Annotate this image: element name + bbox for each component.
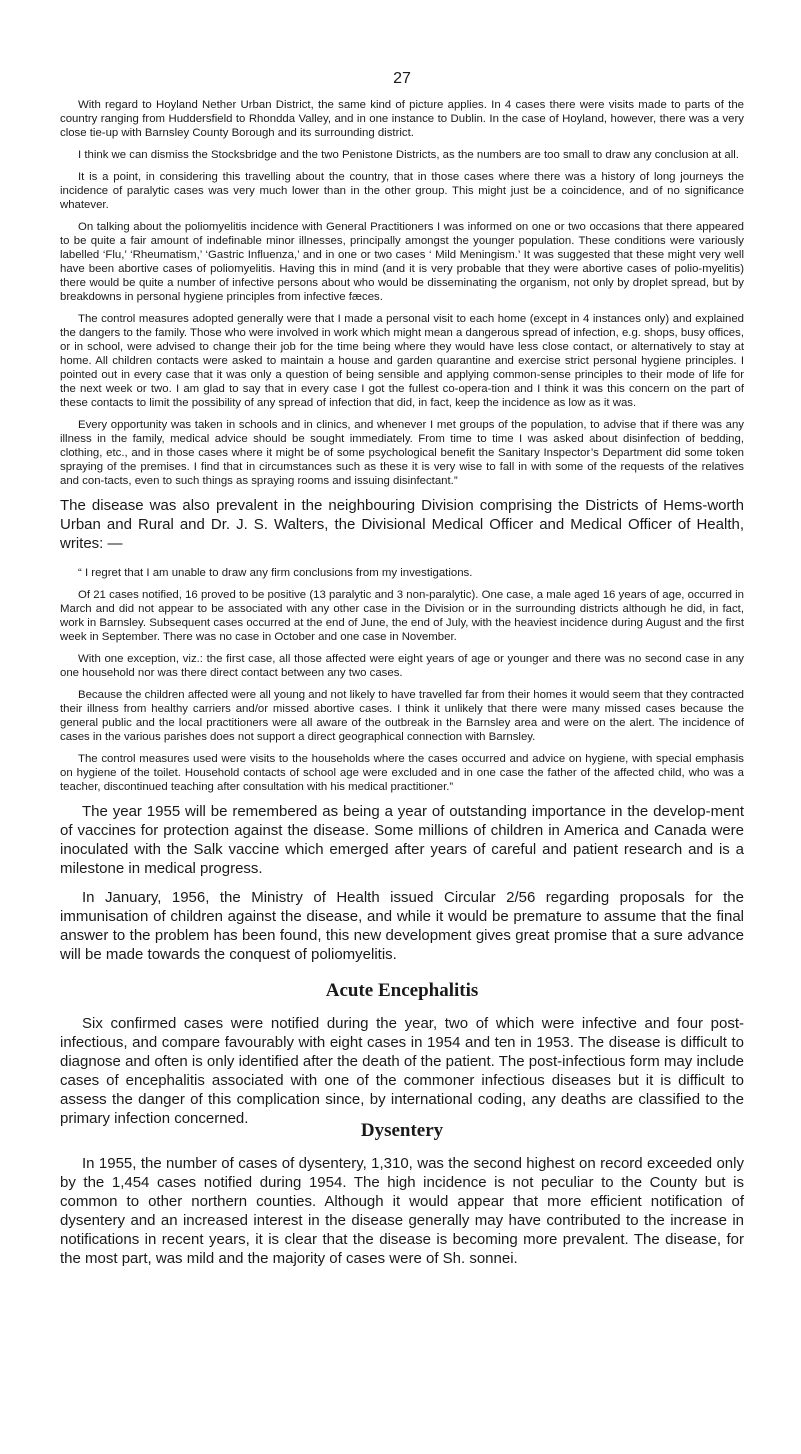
dysentery-paragraph: In 1955, the number of cases of dysentery, 1,310, was the second highest on record exceeded only by the 1,454 cases notified during 1954. The high incidence is not peculiar to the County but is common to other northern counties. Although it would appear that more efficient notification of dysentery and an increased interest in the disease generally may have contributed to the increase in notifications in recent years, it is clear that the disease is becoming more prevalent. The disease, for the most part, was mild and the majority of cases were of Sh. sonnei. <box>60 1155 744 1267</box>
report-body-upper <box>60 98 744 563</box>
paragraph: Every opportunity was taken in schools and in clinics, and whenever I met groups of the population, to advise that if there was any illness in the family, medical advice should be sought immediately. From time to time I was asked about disinfection of bedding, clothing, etc., and in those cases where it might be of some psychological benefit the Sanitary Inspector’s Department did some token spraying of the premises. I find that in circumstances such as these it is very wise to fall in with some of the requests of the relatives and con-tacts, even to such things as spraying rooms and issuing disinfectant.” <box>60 419 744 487</box>
dysentery-section <box>60 1104 744 1278</box>
vaccine-paragraph: The year 1955 will be remembered as being a year of outstanding importance in the develop-ment of vaccines for protection against the disease. Some millions of children in America and Canada were inoculated with the Salk vaccine which emerged after years of careful and patient research and is a milestone in medical progress. <box>60 803 744 877</box>
section-heading-encephalitis: Acute Encephalitis <box>325 980 479 1001</box>
paragraph: Of 21 cases notified, 16 proved to be positive (13 paralytic and 3 non-paralytic). One case, a male aged 16 years of age, occurred in March and did not appear to be associated with any other case in the Division or in the surrounding districts although he did, in fact, work in Barnsley. Subsequent cases occurred at the end of June, the end of July, with the heaviest incidence during August and the first week in September. There was no case in October and one case in November. <box>60 589 744 643</box>
paragraph: On talking about the poliomyelitis incidence with General Practitioners I was informed on one or two occasions that there appeared to be quite a fair amount of indefinable minor illnesses, principally amongst the younger population. These conditions were variously labelled ‘Flu,’ ‘Rheumatism,’ ‘Gastric Influenza,’ and in one or two cases ‘ Mild Meningism.’ It was suggested that these might very well have been abortive cases of poliomyelitis. Having this in mind (and it is very probable that they were abortive cases of polio-myelitis) there would be quite a number of infective persons about who would be disseminating the organism, not only by droplet spread, but by breakdowns in personal hygiene principles from infective fæces. <box>60 221 744 303</box>
paragraph: I think we can dismiss the Stocksbridge and the two Penistone Districts, as the numbers are too small to draw any conclusion at all. <box>78 149 739 161</box>
page-number: 27 <box>393 70 411 87</box>
paragraph: The control measures adopted generally were that I made a personal visit to each home (except in 4 instances only) and explained the dangers to the family. Those who were involved in work which might mean a dangerous spread of infection, e.g. shops, busy offices, or in school, were advised to change their job for the time being where they would have less close contact, or alternatively to stay at home. All children contacts were asked to maintain a house and garden quarantine and exercise strict personal hygiene principles. I pointed out in every case that it was only a question of being sensible and applying common-sense principles to their mode of life for the next week or two. I am glad to say that in every case I got the fullest co-opera-tion and I think it was this concern on the part of these contacts to limit the possibility of any spread of infection that did, in fact, keep the incidence as low as it was. <box>60 313 744 409</box>
quoted-report <box>60 566 744 1138</box>
paragraph: The control measures used were visits to the households where the cases occurred and advice on hygiene, with special emphasis on hygiene of the toilet. Household contacts of school age were excluded and in one case the father of the affected child, who was a teacher, discontinued teaching after consultation with his medical practitioner.” <box>60 753 744 793</box>
paragraph: With regard to Hoyland Nether Urban District, the same kind of picture applies. In 4 cases there were visits made to parts of the country ranging from Huddersfield to Rhondda Valley, and in one instance to Dublin. In the case of Hoyland, however, there was a very close tie-up with Barnsley County Borough and its surrounding district. <box>60 99 744 139</box>
encephalitis-paragraph: Six confirmed cases were notified during the year, two of which were infective and four post-infectious, and compare favourably with eight cases in 1954 and ten in 1953. The disease is difficult to diagnose and often is only identified after the death of the patient. The post-infectious form may include cases of encephalitis associated with one of the commoner infectious diseases but it is difficult to assess the danger of this complication since, by international coding, any deaths are classified to the primary infection concerned. <box>60 1015 744 1127</box>
section-heading-dysentery: Dysentery <box>360 1120 444 1141</box>
paragraph: It is a point, in considering this travelling about the country, that in those cases where there was a history of long journeys the incidence of paralytic cases was very much lower than in the other group. This might just be a coincidence, and of no significance whatever. <box>60 171 744 211</box>
circular-paragraph: In January, 1956, the Ministry of Health issued Circular 2/56 regarding proposals for the immunisation of children against the disease, and while it would be premature to assume that the final answer to the problem has been found, this new development gives great promise that a sure advance will be made towards the conquest of poliomyelitis. <box>60 889 744 963</box>
intro-paragraph: The disease was also prevalent in the neighbouring Division comprising the Districts of Hems-worth Urban and Rural and Dr. J. S. Walters, the Divisional Medical Officer and Medical Officer of Health, writes: — <box>60 497 744 552</box>
paragraph: With one exception, viz.: the first case, all those affected were eight years of age or younger and there was no second case in any one household nor was there direct contact between any two cases. <box>60 653 744 679</box>
paragraph: Because the children affected were all young and not likely to have travelled far from their homes it would seem that they contracted their illness from healthy carriers and/or missed abortive cases. I think it unlikely that there were many missed cases because the general public and the local practitioners were all aware of the outbreak in the Barnsley area and were on the alert. The incidence of cases in the various parishes does not support a direct geographical connection with Barnsley. <box>60 689 744 743</box>
paragraph: “ I regret that I am unable to draw any firm conclusions from my investigations. <box>78 567 473 579</box>
